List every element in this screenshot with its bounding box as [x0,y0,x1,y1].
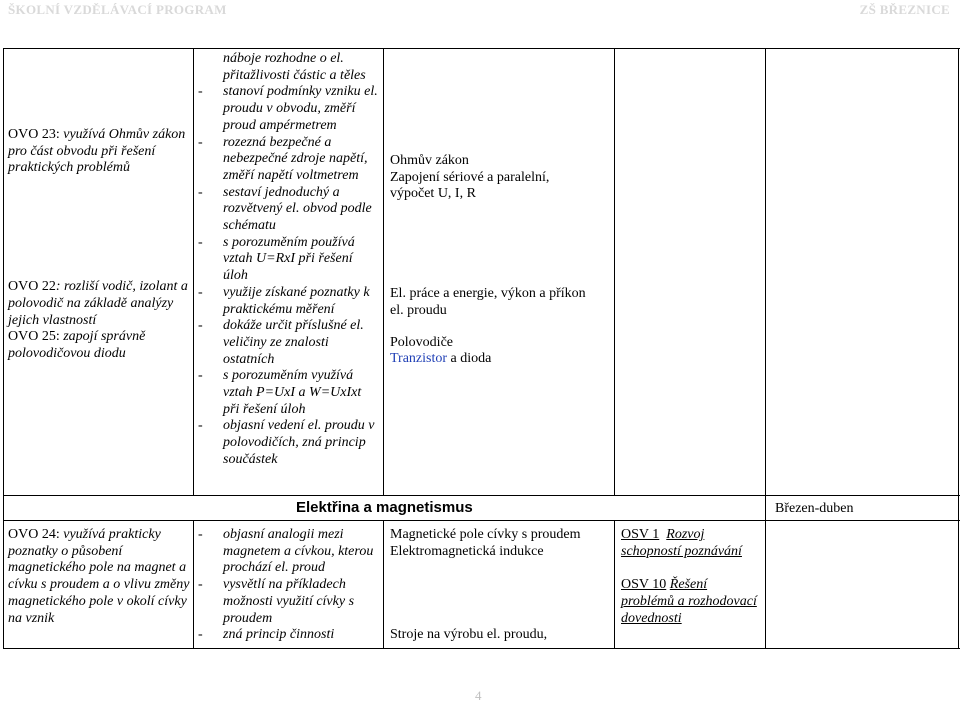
ovo-22-code: OVO 22 [8,279,56,295]
topic-ohm: Ohmův zákon [390,153,469,168]
ovo-24-text: využívá prakticky poznatky o působení magnetického pole na magnet a cívku s proudem a o vlivu změny magnetického pole v okolí cívky na vznik [8,527,190,626]
col-divider-4 [765,48,766,649]
ovo-25-text: zapojí správně polovodičovou diodu [8,329,146,361]
ovo-23 [8,127,190,177]
osv-1 [621,527,763,560]
osv-1-text: Rozvoj schopností poznávání [621,527,742,559]
outcome-text: využije získané poznatky k praktickému měření [223,284,370,317]
list-item: - využije získané poznatky k praktickému měření [198,284,370,317]
topic-stroje: Stroje na výrobu el. proudu, [390,627,548,642]
outcome-text: vysvětlí na příkladech možnosti využití cívky s proudem [223,577,355,626]
list-item: - s porozuměním využívá vztah P=UxI a W=UxIxt při řešení úloh [198,368,362,417]
topic-vypocet: výpočet U, I, R [390,186,476,202]
osv-cell [621,527,763,628]
osv-1-code: OSV 1 [621,527,660,542]
outcome-list-row1 [198,84,380,468]
col-divider-2b [383,520,384,649]
topic-zapojeni: Zapojení sériové a paralelní, [390,169,550,185]
ovo-23-code: OVO 23: [8,127,60,142]
outcome-text: s porozuměním používá vztah U=RxI při řešení úloh [223,234,355,284]
list-item: - objasní analogii mezi magnetem a cívkou, kterou prochází el. proud [198,527,374,576]
topic-tranzistor: Tranzistor [390,351,448,367]
topic-tranzistor-dioda [390,351,612,368]
topics-cell-row1 [390,153,612,368]
table-bottom-border [3,648,960,649]
ovo-25-code: OVO 25: [8,329,60,345]
ovo-24-code: OVO 24: [8,527,60,542]
topic-polovodice: Polovodiče [390,334,453,350]
header-school-name: ZŠ BŘEZNICE [859,2,950,17]
list-item: - s porozuměním používá vztah U=RxI při řešení úloh [198,234,355,284]
ovo-25 [8,329,190,362]
list-item: - stanoví podmínky vzniku el. proudu v obvodu, změří proud ampérmetrem [198,84,378,133]
ovo-23-text: využívá Ohmův zákon pro část obvodu při řešení praktických problémů [8,127,186,176]
col-divider-1b [193,520,194,649]
topic-magneticke-pole: Magnetické pole cívky s proudem [390,527,581,542]
topic-dioda: a dioda [447,351,492,367]
topic-proud: el. proudu [390,302,447,318]
section-top-border [3,495,960,496]
list-item: - rozezná bezpečné a nebezpečné zdroje napětí, změří napětí voltmetrem [198,134,368,183]
topic-prace: El. práce a energie, výkon a příkon [390,286,586,302]
list-item: - dokáže určit příslušné el. veličiny ze znalosti ostatních [198,318,364,367]
outcome-text: dokáže určit příslušné el. veličiny ze znalosti ostatních [223,318,364,367]
page-number: 4 [475,688,482,703]
outcome-text: sestaví jednoduchý a rozvětvený el. obvod podle schématu [223,184,372,234]
section-title: Elektřina a magnetismus [296,499,473,516]
list-item: - zná princip činnosti [198,627,335,643]
outcome-list-row2 [198,527,380,644]
header-school-program: ŠKOLNÍ VZDĚLÁVACÍ PROGRAM [8,2,227,17]
outcome-intro: náboje rozhodne o el. přitažlivosti částic a těles [223,51,366,83]
list-item: - vysvětlí na příkladech možnosti využití cívky s proudem [198,577,355,626]
section-bottom-border [3,520,960,521]
list-item: - sestaví jednoduchý a rozvětvený el. obvod podle schématu [198,184,372,234]
outcome-text: objasní analogii mezi magnetem a cívkou, kterou prochází el. proud [223,527,374,576]
list-item: - objasní vedení el. proudu v polovodičích, zná princip součástek [198,418,375,467]
table-left-border [3,48,4,649]
col-divider-3b [614,520,615,649]
topics-cell-row2 [390,527,612,560]
outcome-text: s porozuměním využívá vztah P=UxI a W=UxIxt při řešení úloh [223,368,362,417]
ovo-22 [8,279,190,329]
outcome-text: rozezná bezpečné a nebezpečné zdroje napětí, změří napětí voltmetrem [223,134,368,183]
table-top-border [3,48,960,49]
outcome-text: zná princip činnosti [223,627,335,643]
col-divider-3a [614,48,615,496]
osv-10 [621,577,763,627]
col-divider-1a [193,48,194,496]
section-period: Březen-duben [775,501,854,516]
outcome-text: objasní vedení el. proudu v polovodičích, zná princip součástek [223,418,375,467]
outcomes-cell-row1 [198,51,380,469]
osv-10-code: OSV 10 [621,577,667,593]
ovo-24 [8,527,190,627]
table-right-border [958,48,959,649]
ovo-22-text: : rozliší vodič, izolant a polovodič na základě analýzy jejich vlastností [8,279,188,328]
osv-10-text: Řešení problémů a rozhodovací dovednosti [621,577,757,626]
topic-indukce: Elektromagnetická indukce [390,543,544,559]
ovo-cell-row1 [8,127,190,363]
outcome-text: stanoví podmínky vzniku el. proudu v obvodu, změří proud ampérmetrem [223,84,378,133]
col-divider-2a [383,48,384,496]
outcomes-cell-row2 [198,527,380,644]
